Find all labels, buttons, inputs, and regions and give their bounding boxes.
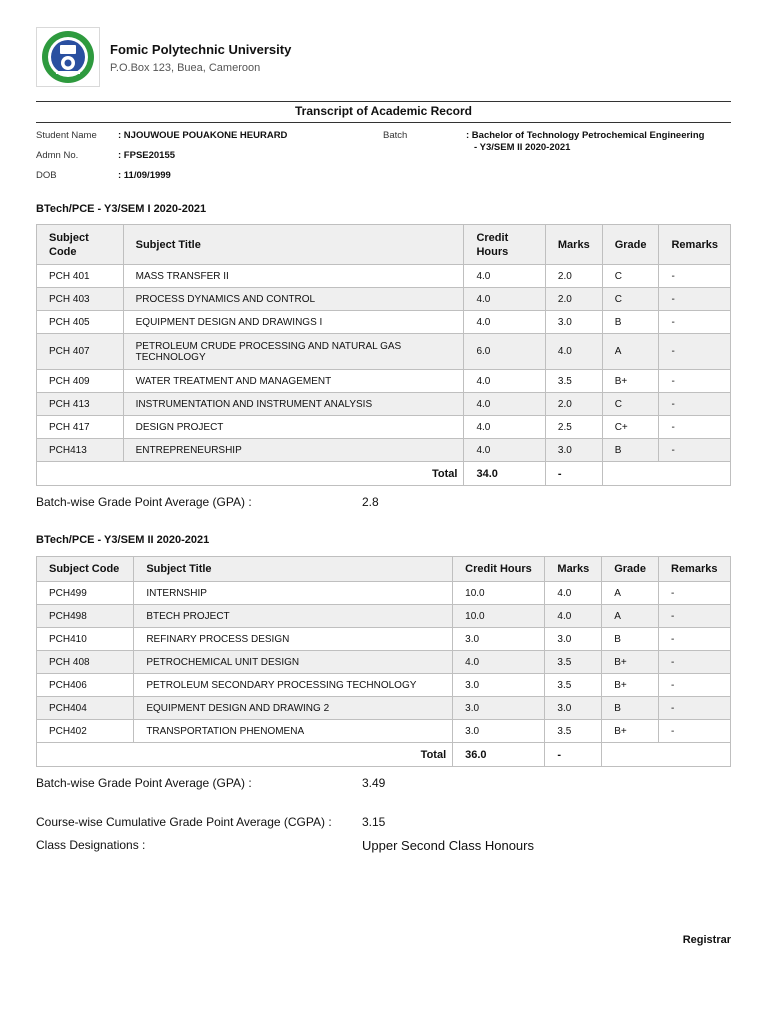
remarks: - <box>659 651 731 674</box>
semester1-heading: BTech/PCE - Y3/SEM I 2020-2021 <box>36 203 207 215</box>
remarks: - <box>659 674 731 697</box>
subject-title: WATER TREATMENT AND MANAGEMENT <box>123 370 464 393</box>
col-subject-title: Subject Title <box>123 225 464 265</box>
subject-code: PCH498 <box>37 605 134 628</box>
table-row <box>37 605 731 628</box>
remarks: - <box>659 265 731 288</box>
batch-label: Batch <box>383 130 408 141</box>
col-remarks: Remarks <box>659 557 731 582</box>
subject-code: PCH 405 <box>37 311 124 334</box>
grade: A <box>602 605 659 628</box>
grade: A <box>602 334 659 370</box>
grade: C <box>602 288 659 311</box>
subject-title: ENTREPRENEURSHIP <box>123 439 464 462</box>
subject-code: PCH 401 <box>37 265 124 288</box>
marks: 4.0 <box>545 605 602 628</box>
marks: 3.5 <box>545 370 602 393</box>
student-name-value: : NJOUWOUE POUAKONE HEURARD <box>118 130 288 141</box>
subject-code: PCH499 <box>37 582 134 605</box>
title-top-divider <box>36 101 731 102</box>
table-row <box>37 651 731 674</box>
credit-hours: 3.0 <box>453 697 545 720</box>
transcript-title: Transcript of Academic Record <box>295 104 472 118</box>
grade: C+ <box>602 416 659 439</box>
credit-hours: 4.0 <box>464 439 545 462</box>
table-row <box>37 288 731 311</box>
marks: 3.0 <box>545 628 602 651</box>
table-row <box>37 582 731 605</box>
credit-hours: 4.0 <box>464 416 545 439</box>
subject-code: PCH 409 <box>37 370 124 393</box>
subject-title: PETROCHEMICAL UNIT DESIGN <box>134 651 453 674</box>
university-seal-logo-icon <box>36 27 100 87</box>
col-marks: Marks <box>545 557 602 582</box>
subject-code: PCH406 <box>37 674 134 697</box>
semester2-table <box>36 556 731 767</box>
credit-hours: 3.0 <box>453 674 545 697</box>
semester2-gpa-value: 3.49 <box>362 776 386 790</box>
credit-hours: 10.0 <box>453 605 545 628</box>
subject-title: TRANSPORTATION PHENOMENA <box>134 720 453 743</box>
col-grade: Grade <box>602 557 659 582</box>
marks: 3.5 <box>545 674 602 697</box>
subject-code: PCH413 <box>37 439 124 462</box>
subject-title: REFINARY PROCESS DESIGN <box>134 628 453 651</box>
subject-title: INSTRUMENTATION AND INSTRUMENT ANALYSIS <box>123 393 464 416</box>
semester1-header-row <box>37 225 731 265</box>
table-row <box>37 697 731 720</box>
total-credit: 34.0 <box>464 462 545 486</box>
university-address: P.O.Box 123, Buea, Cameroon <box>110 62 261 74</box>
batch-value-line1: : Bachelor of Technology Petrochemical Engineering <box>466 130 705 141</box>
subject-code: PCH 407 <box>37 334 124 370</box>
col-subject-code: Subject Code <box>37 557 134 582</box>
table-row <box>37 393 731 416</box>
subject-code: PCH404 <box>37 697 134 720</box>
credit-hours: 4.0 <box>464 370 545 393</box>
remarks: - <box>659 393 731 416</box>
marks: 3.5 <box>545 720 602 743</box>
subject-code: PCH402 <box>37 720 134 743</box>
class-designation-value: Upper Second Class Honours <box>362 838 534 853</box>
grade: A <box>602 582 659 605</box>
credit-hours: 3.0 <box>453 628 545 651</box>
credit-hours: 4.0 <box>464 311 545 334</box>
dob-label: DOB <box>36 170 57 181</box>
marks: 2.0 <box>545 288 602 311</box>
table-row <box>37 439 731 462</box>
remarks: - <box>659 605 731 628</box>
grade: B <box>602 439 659 462</box>
cgpa-label: Course-wise Cumulative Grade Point Average (CGPA) : <box>36 815 332 829</box>
student-name-label: Student Name <box>36 130 97 141</box>
subject-title: MASS TRANSFER II <box>123 265 464 288</box>
remarks: - <box>659 697 731 720</box>
col-subject-code: Subject Code <box>37 225 124 265</box>
marks: 2.5 <box>545 416 602 439</box>
grade: B <box>602 311 659 334</box>
col-marks: Marks <box>545 225 602 265</box>
col-credit-hours: Credit Hours <box>464 225 545 265</box>
marks: 2.0 <box>545 265 602 288</box>
subject-title: INTERNSHIP <box>134 582 453 605</box>
batch-value-line2: - Y3/SEM II 2020-2021 <box>474 142 571 153</box>
grade: C <box>602 265 659 288</box>
subject-code: PCH 403 <box>37 288 124 311</box>
semester2-heading: BTech/PCE - Y3/SEM II 2020-2021 <box>36 534 210 546</box>
title-bottom-divider <box>36 122 731 123</box>
credit-hours: 10.0 <box>453 582 545 605</box>
subject-title: PETROLEUM CRUDE PROCESSING AND NATURAL GAS TECHNOLOGY <box>123 334 464 370</box>
registrar-signature-label: Registrar <box>682 934 731 946</box>
remarks: - <box>659 582 731 605</box>
semester1-gpa-value: 2.8 <box>362 495 379 509</box>
table-row <box>37 265 731 288</box>
total-empty <box>602 462 730 486</box>
remarks: - <box>659 439 731 462</box>
remarks: - <box>659 628 731 651</box>
grade: B <box>602 697 659 720</box>
semester1-total-row <box>37 462 731 486</box>
total-credit: 36.0 <box>453 743 545 767</box>
subject-code: PCH 417 <box>37 416 124 439</box>
marks: 4.0 <box>545 582 602 605</box>
remarks: - <box>659 416 731 439</box>
marks: 3.0 <box>545 311 602 334</box>
table-row <box>37 720 731 743</box>
marks: 2.0 <box>545 393 602 416</box>
marks: 3.0 <box>545 697 602 720</box>
col-grade: Grade <box>602 225 659 265</box>
subject-code: PCH 413 <box>37 393 124 416</box>
subject-title: PETROLEUM SECONDARY PROCESSING TECHNOLOGY <box>134 674 453 697</box>
total-label: Total <box>37 743 453 767</box>
grade: B+ <box>602 651 659 674</box>
marks: 3.5 <box>545 651 602 674</box>
credit-hours: 4.0 <box>453 651 545 674</box>
class-designation-label: Class Designations : <box>36 838 146 852</box>
total-empty <box>602 743 731 767</box>
credit-hours: 4.0 <box>464 288 545 311</box>
table-row <box>37 416 731 439</box>
admn-no-value: : FPSE20155 <box>118 150 176 161</box>
subject-title: DESIGN PROJECT <box>123 416 464 439</box>
table-row <box>37 370 731 393</box>
remarks: - <box>659 311 731 334</box>
table-row <box>37 628 731 651</box>
total-marks: - <box>545 743 602 767</box>
table-row <box>37 311 731 334</box>
total-label: Total <box>37 462 464 486</box>
admn-no-label: Admn No. <box>36 150 79 161</box>
subject-title: EQUIPMENT DESIGN AND DRAWINGS I <box>123 311 464 334</box>
cgpa-value: 3.15 <box>362 815 386 829</box>
credit-hours: 6.0 <box>464 334 545 370</box>
remarks: - <box>659 720 731 743</box>
credit-hours: 3.0 <box>453 720 545 743</box>
semester1-gpa-label: Batch-wise Grade Point Average (GPA) : <box>36 495 252 509</box>
grade: B+ <box>602 720 659 743</box>
semester2-total-row <box>37 743 731 767</box>
subject-title: EQUIPMENT DESIGN AND DRAWING 2 <box>134 697 453 720</box>
col-credit-hours: Credit Hours <box>453 557 545 582</box>
table-row <box>37 674 731 697</box>
col-subject-title: Subject Title <box>134 557 453 582</box>
col-remarks: Remarks <box>659 225 731 265</box>
semester2-header-row <box>37 557 731 582</box>
grade: B+ <box>602 674 659 697</box>
subject-title: PROCESS DYNAMICS AND CONTROL <box>123 288 464 311</box>
grade: B+ <box>602 370 659 393</box>
semester1-table <box>36 224 731 486</box>
table-row <box>37 334 731 370</box>
marks: 3.0 <box>545 439 602 462</box>
credit-hours: 4.0 <box>464 393 545 416</box>
subject-title: BTECH PROJECT <box>134 605 453 628</box>
marks: 4.0 <box>545 334 602 370</box>
grade: B <box>602 628 659 651</box>
credit-hours: 4.0 <box>464 265 545 288</box>
grade: C <box>602 393 659 416</box>
total-marks: - <box>545 462 602 486</box>
remarks: - <box>659 288 731 311</box>
subject-code: PCH 408 <box>37 651 134 674</box>
subject-code: PCH410 <box>37 628 134 651</box>
remarks: - <box>659 370 731 393</box>
semester2-gpa-label: Batch-wise Grade Point Average (GPA) : <box>36 776 252 790</box>
dob-value: : 11/09/1999 <box>118 170 171 181</box>
university-name: Fomic Polytechnic University <box>110 42 292 57</box>
remarks: - <box>659 334 731 370</box>
